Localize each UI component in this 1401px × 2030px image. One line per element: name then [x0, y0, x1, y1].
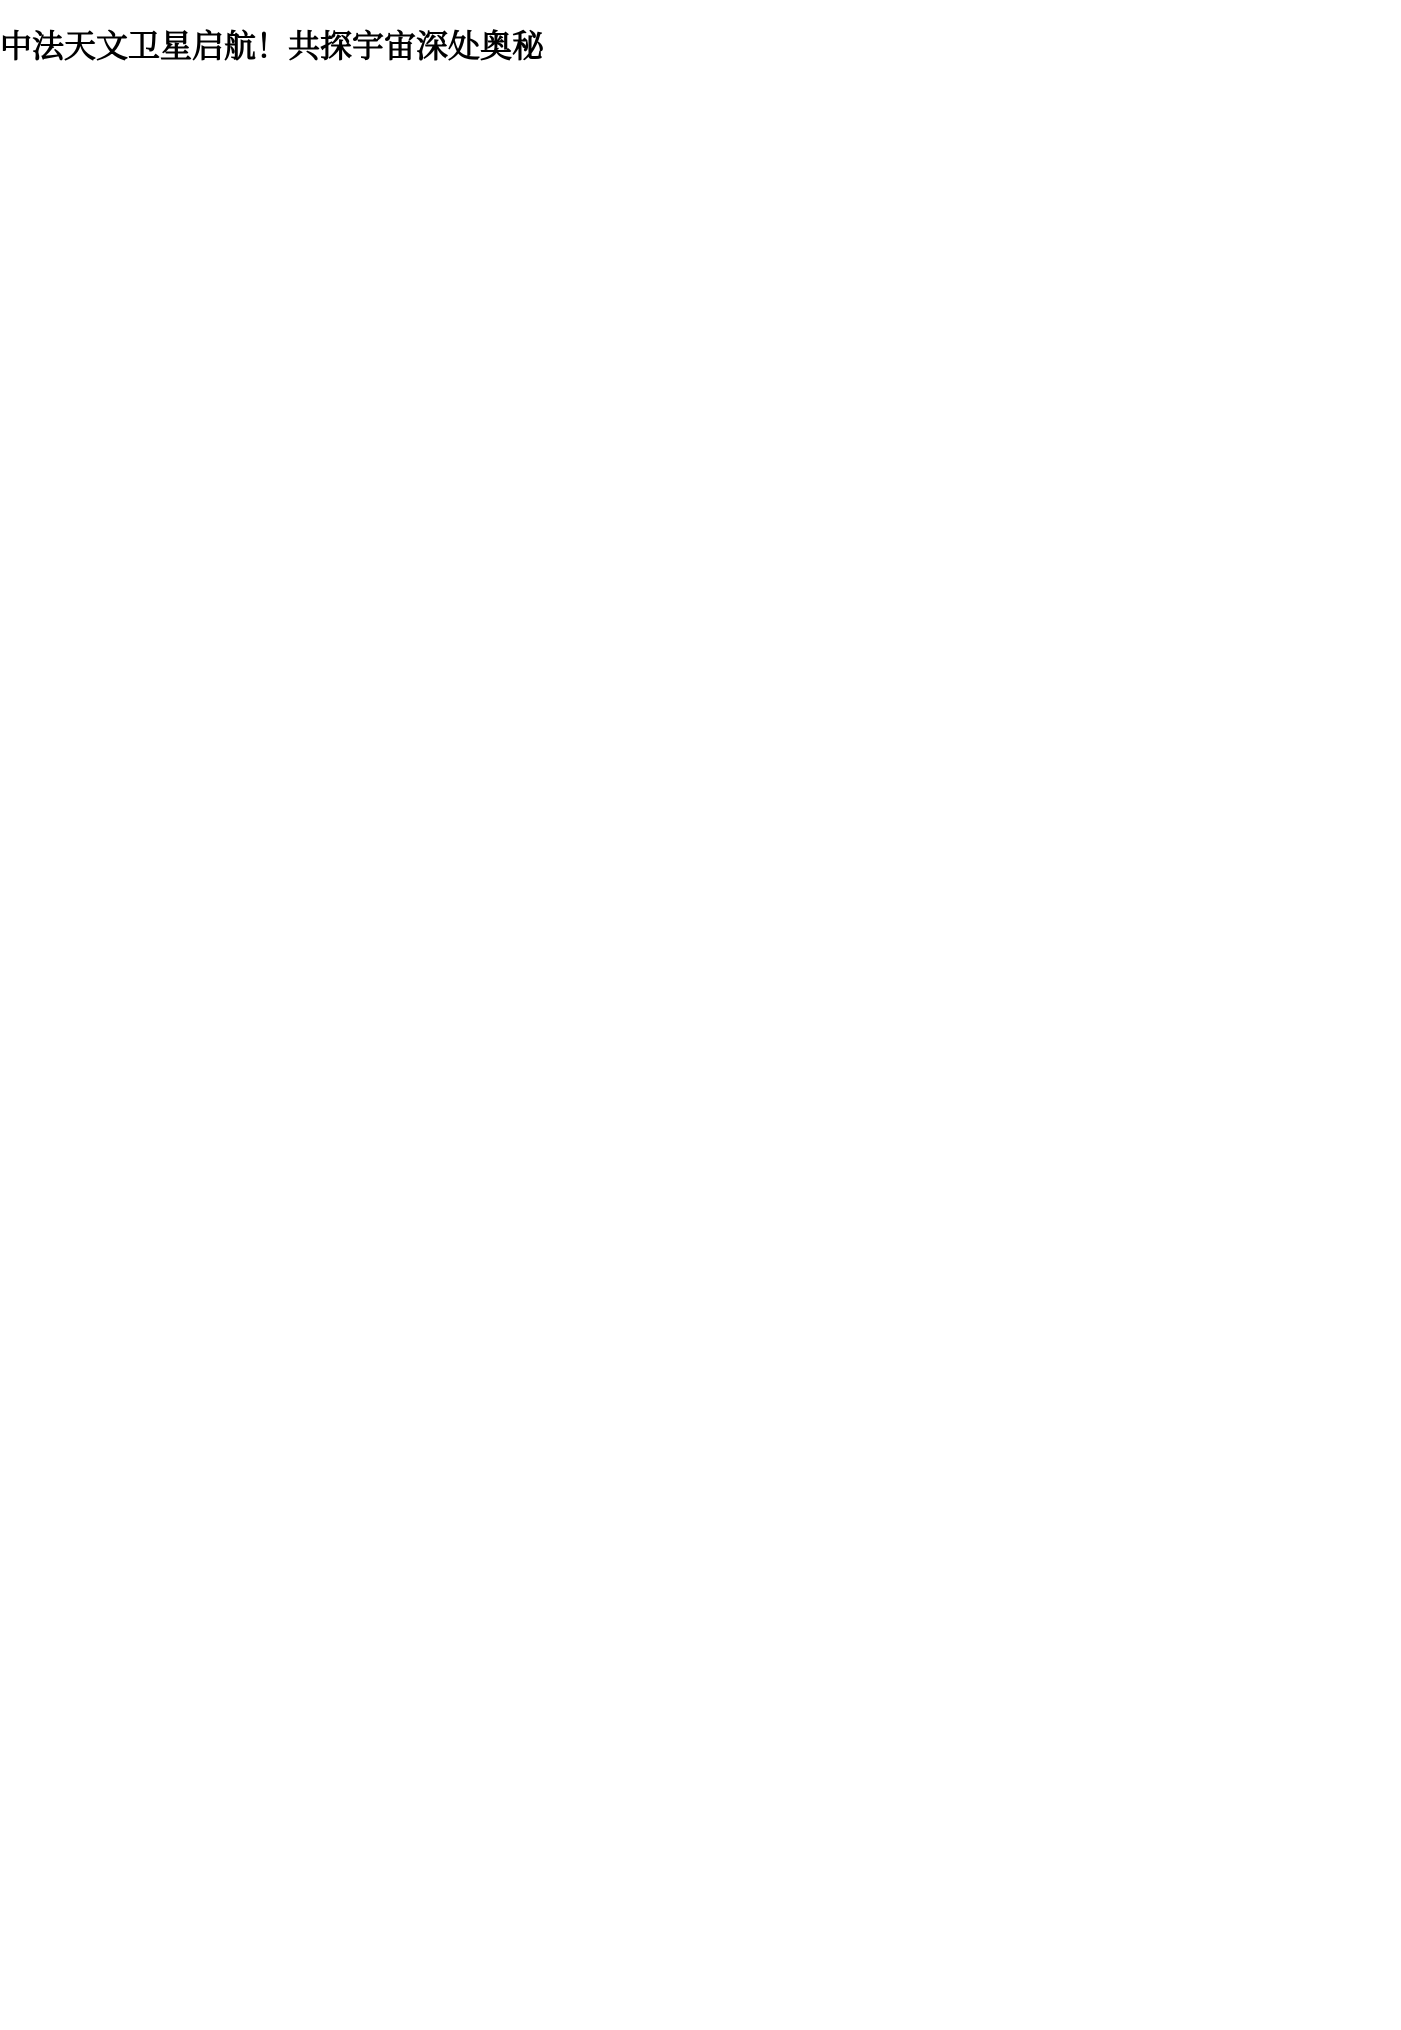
title: 中法天文卫星启航！共探宇宙深处奥秘	[0, 27, 545, 66]
